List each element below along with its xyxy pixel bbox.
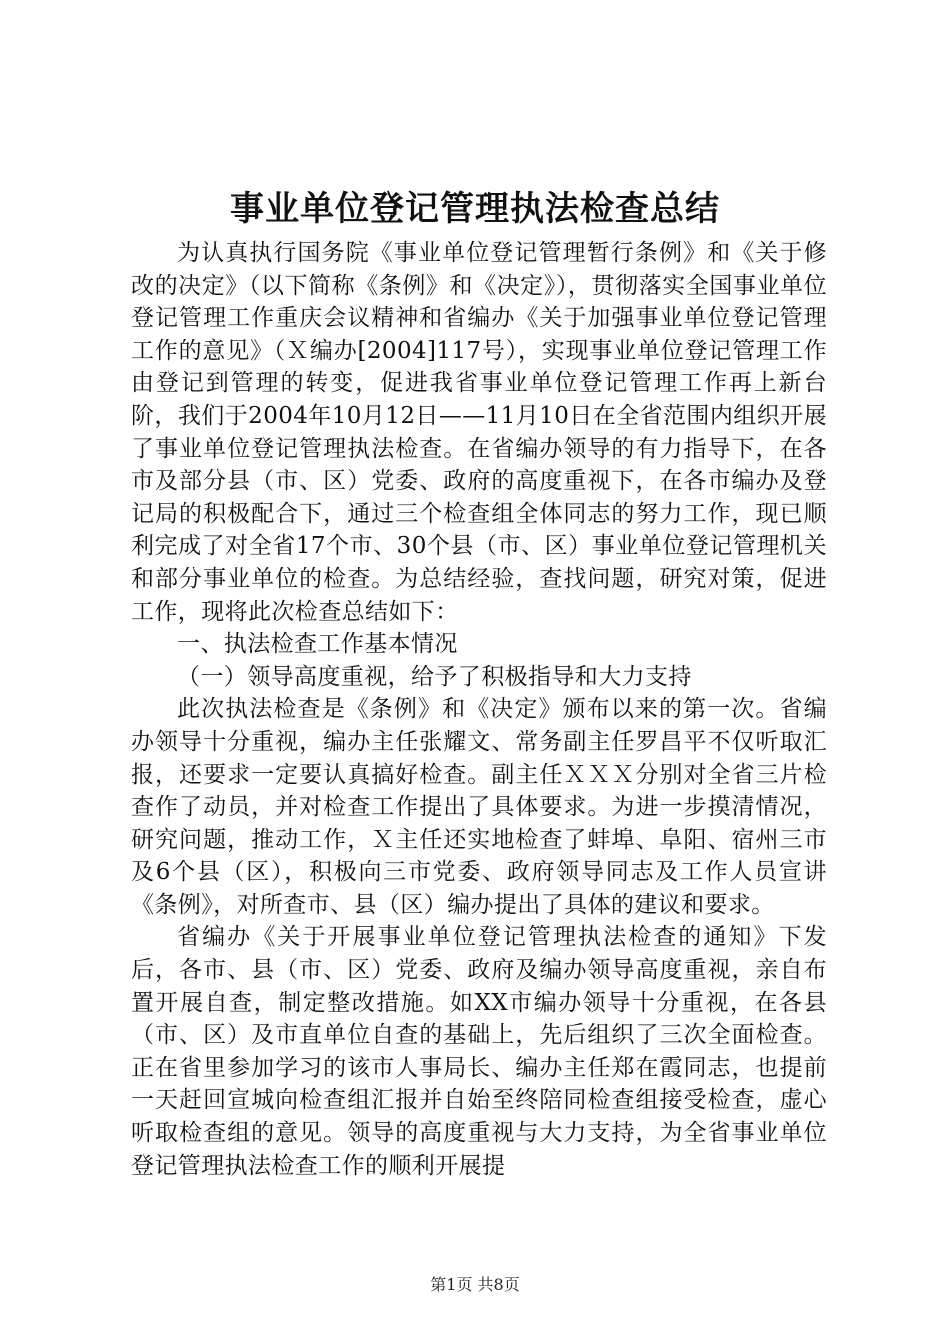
- document-body: [131, 237, 827, 1182]
- paragraph-notice: 省编办《关于开展事业单位登记管理执法检查的通知》下发后，各市、县（市、区）党委、政府及编办领导高度重视，亲自布置开展自查，制定整改措施。如XX市编办领导十分重视，在各县（市、区）及市直单位自查的基础上，先后组织了三次全面检查。正在省里参加学习的该市人事局长、编办主任郑在霞同志，也提前一天赶回宣城向检查组汇报并自始至终陪同检查组接受检查，虚心听取检查组的意见。领导的高度重视与大力支持，为全省事业单位登记管理执法检查工作的顺利开展提: [131, 924, 827, 1179]
- document-title: 事业单位登记管理执法检查总结: [230, 189, 720, 229]
- paragraph-intro: 为认真执行国务院《事业单位登记管理暂行条例》和《关于修改的决定》（以下简称《条例》和《决定》），贯彻落实全国事业单位登记管理工作重庆会议精神和省编办《关于加强事业单位登记管理工作的意见》（Ｘ编办[2004]117号），实现事业单位登记管理工作由登记到管理的转变，促进我省事业单位登记管理工作再上新台阶，我们于2004年10月12日——11月10日在全省范围内组织开展了事业单位登记管理执法检查。在省编办领导的有力指导下，在各市及部分县（市、区）党委、政府的高度重视下，在各市编办及登记局的积极配合下，通过三个检查组全体同志的努力工作，现已顺利完成了对全省17个市、30个县（市、区）事业单位登记管理机关和部分事业单位的检查。为总结经验，查找问题，研究对策，促进工作，现将此次检查总结如下：: [131, 240, 827, 625]
- subsection-heading-1: （一）领导高度重视，给予了积极指导和大力支持: [177, 663, 692, 690]
- section-heading-1: 一、执法检查工作基本情况: [177, 631, 458, 658]
- paragraph-leadership: 此次执法检查是《条例》和《决定》颁布以来的第一次。省编办领导十分重视，编办主任张耀文、常务副主任罗昌平不仅听取汇报，还要求一定要认真搞好检查。副主任ＸＸＸ分别对全省三片检查作了动员，并对检查工作提出了具体要求。为进一步摸清情况，研究问题，推动工作，Ｘ主任还实地检查了蚌埠、阜阳、宿州三市及6个县（区），积极向三市党委、政府领导同志及工作人员宣讲《条例》，对所查市、县（区）编办提出了具体的建议和要求。: [131, 696, 827, 918]
- page-footer: 第1页 共8页: [430, 1275, 520, 1294]
